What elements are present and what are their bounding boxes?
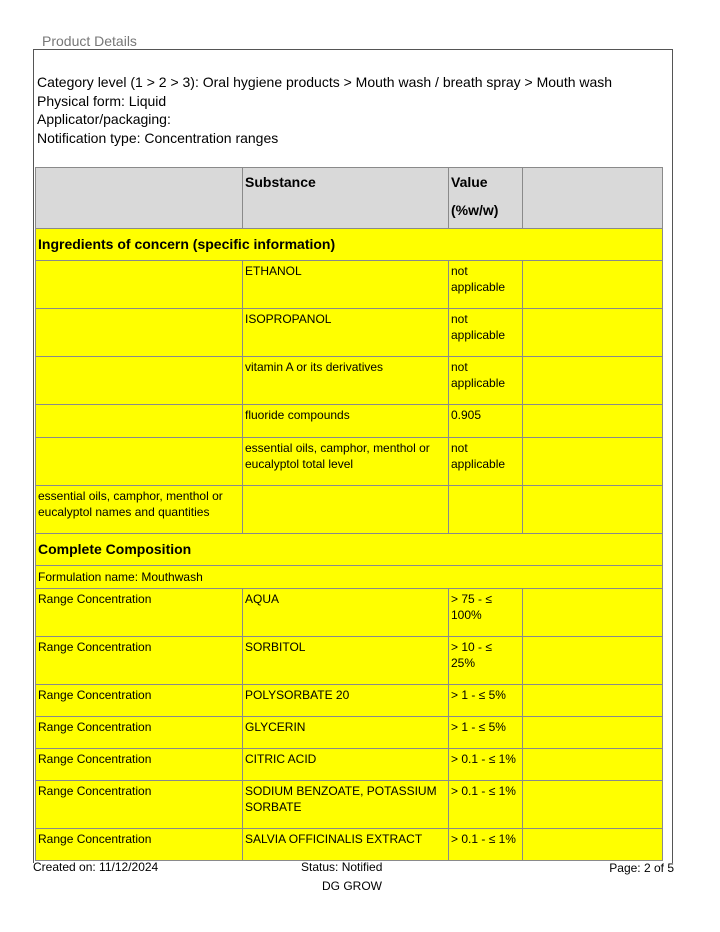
label-cell: Range Concentration	[36, 749, 243, 781]
substance-cell: ETHANOL	[243, 261, 449, 309]
table-row	[36, 717, 663, 749]
substance-cell: POLYSORBATE 20	[243, 685, 449, 717]
footer-page: Page: 2 of 5	[609, 861, 674, 875]
value-cell: 0.905	[449, 405, 523, 438]
label-cell: Range Concentration	[36, 685, 243, 717]
composition-section-title: Complete Composition	[36, 534, 663, 566]
table-row	[36, 781, 663, 829]
value-cell: not applicable	[449, 438, 523, 486]
header-empty	[36, 168, 243, 229]
table-row	[36, 357, 663, 405]
composition-section-row	[36, 534, 663, 566]
concern-section-row	[36, 229, 663, 261]
value-cell: > 75 - ≤ 100%	[449, 589, 523, 637]
value-cell: > 0.1 - ≤ 1%	[449, 781, 523, 829]
label-cell: essential oils, camphor, menthol or eucalyptol names and quantities	[36, 486, 243, 534]
label-cell: Range Concentration	[36, 781, 243, 829]
footer-created: Created on: 11/12/2024	[33, 860, 159, 874]
table-row	[36, 438, 663, 486]
formulation-name: Formulation name: Mouthwash	[36, 566, 663, 589]
substance-cell: GLYCERIN	[243, 717, 449, 749]
value-cell: not applicable	[449, 261, 523, 309]
header-extra	[523, 168, 663, 229]
label-cell: Range Concentration	[36, 589, 243, 637]
product-meta	[37, 73, 612, 147]
substance-cell: CITRIC ACID	[243, 749, 449, 781]
value-cell: not applicable	[449, 357, 523, 405]
table-row	[36, 309, 663, 357]
section-title: Product Details	[42, 33, 137, 49]
table-row	[36, 261, 663, 309]
substance-cell: SALVIA OFFICINALIS EXTRACT	[243, 829, 449, 861]
value-cell: > 0.1 - ≤ 1%	[449, 829, 523, 861]
footer-status: Status: Notified	[301, 860, 383, 874]
header-substance: Substance	[243, 168, 449, 229]
substance-cell: AQUA	[243, 589, 449, 637]
physical-form: Physical form: Liquid	[37, 92, 167, 109]
substance-cell: essential oils, camphor, menthol or eucalyptol total level	[243, 438, 449, 486]
header-value: Value (%w/w)	[449, 168, 523, 229]
substance-cell: fluoride compounds	[243, 405, 449, 438]
table-row	[36, 637, 663, 685]
substance-cell: vitamin A or its derivatives	[243, 357, 449, 405]
composition-table	[35, 167, 663, 861]
table-row	[36, 749, 663, 781]
table-row	[36, 685, 663, 717]
value-cell: not applicable	[449, 309, 523, 357]
value-cell: > 10 - ≤ 25%	[449, 637, 523, 685]
value-cell	[449, 486, 523, 534]
table-row	[36, 405, 663, 438]
footer-org: DG GROW	[322, 879, 382, 893]
label-cell: Range Concentration	[36, 717, 243, 749]
value-cell: > 0.1 - ≤ 1%	[449, 749, 523, 781]
substance-cell: ISOPROPANOL	[243, 309, 449, 357]
table-row	[36, 486, 663, 534]
formulation-row	[36, 566, 663, 589]
concern-section-title: Ingredients of concern (specific information)	[36, 229, 663, 261]
table-row	[36, 829, 663, 861]
label-cell: Range Concentration	[36, 829, 243, 861]
substance-cell: SORBITOL	[243, 637, 449, 685]
category-level: Category level (1 > 2 > 3): Oral hygiene products > Mouth wash / breath spray > Mouth wash	[37, 74, 613, 90]
value-cell: > 1 - ≤ 5%	[449, 717, 523, 749]
substance-cell	[243, 486, 449, 534]
notification-type: Notification type: Concentration ranges	[37, 129, 279, 146]
table-row	[36, 589, 663, 637]
label-cell: Range Concentration	[36, 637, 243, 685]
table-header-row	[36, 168, 663, 229]
value-cell: > 1 - ≤ 5%	[449, 685, 523, 717]
substance-cell: SODIUM BENZOATE, POTASSIUM SORBATE	[243, 781, 449, 829]
applicator-packaging: Applicator/packaging:	[37, 111, 171, 127]
